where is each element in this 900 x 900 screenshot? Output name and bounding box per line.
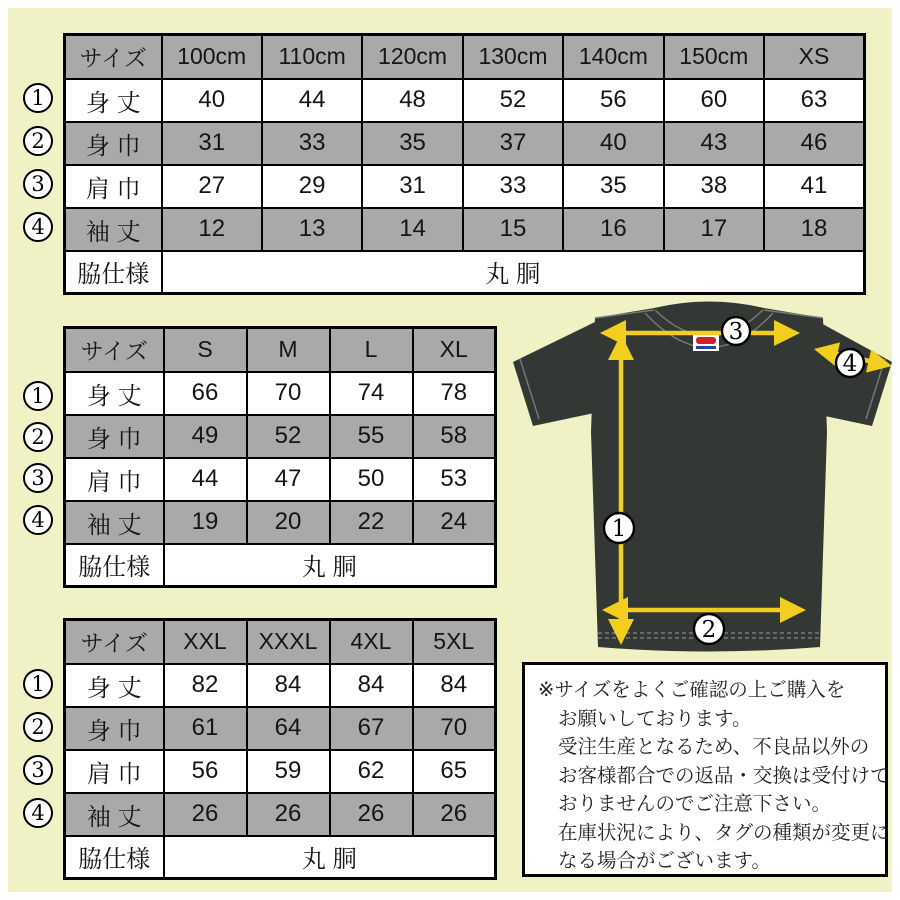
row-label: 身 丈 [65, 372, 164, 415]
cell: 14 [362, 208, 462, 251]
cell: 24 [413, 501, 496, 544]
table-row [65, 793, 496, 836]
cell: 27 [162, 165, 262, 208]
cell: 33 [463, 165, 563, 208]
cell: 150cm [664, 35, 764, 79]
left-sleeve [513, 322, 599, 426]
cell: 15 [463, 208, 563, 251]
cell: 61 [164, 707, 247, 750]
cell: 26 [330, 793, 413, 836]
footer-value: 丸 胴 [164, 544, 496, 587]
cell: 26 [247, 793, 330, 836]
tshirt-measurement-diagram [505, 300, 900, 668]
row-label: 身 巾 [65, 415, 164, 458]
cell: 40 [162, 79, 262, 122]
cell: 65 [413, 750, 496, 793]
cell: 55 [330, 415, 413, 458]
cell: 78 [413, 372, 496, 415]
marker-1-plus: 1 [23, 669, 53, 699]
cell: 84 [330, 664, 413, 707]
cell: 120cm [362, 35, 462, 79]
cell: 63 [764, 79, 864, 122]
cell: 53 [413, 458, 496, 501]
footer-value: 丸 胴 [162, 251, 865, 294]
cell: 40 [563, 122, 663, 165]
cell: 84 [247, 664, 330, 707]
table-header-row [65, 35, 865, 79]
table-row [65, 707, 496, 750]
cell: 22 [330, 501, 413, 544]
cell: 110cm [262, 35, 362, 79]
note-line: 在庫状況により、タグの種類が変更に [558, 821, 890, 844]
note-line: お願いしております。 [558, 707, 752, 730]
row-label: 身 巾 [65, 707, 164, 750]
cell: 56 [563, 79, 663, 122]
table-row [65, 664, 496, 707]
cell: 5XL [413, 620, 496, 664]
cell: 70 [247, 372, 330, 415]
cell: 44 [262, 79, 362, 122]
size-table-adult [63, 326, 497, 588]
note-line: おりませんのでご注意下さい。 [558, 793, 832, 815]
note-line: お客様都合での返品・交換は受付けて [558, 764, 890, 787]
table-row [65, 415, 496, 458]
diagram-marker-1: 1 [611, 516, 627, 542]
cell: 62 [330, 750, 413, 793]
cell: 18 [764, 208, 864, 251]
table-row [65, 458, 496, 501]
marker-1-adult: 1 [23, 381, 53, 411]
note-line: 受注生産となるため、不良品以外の [558, 736, 870, 758]
cell: XS [764, 35, 864, 79]
table-row [65, 208, 865, 251]
row-label: 脇仕様 [65, 836, 164, 879]
row-label: 脇仕様 [65, 544, 164, 587]
diagram-marker-3: 3 [728, 319, 744, 345]
cell: 26 [413, 793, 496, 836]
neck-tag-logo [696, 337, 716, 344]
cell: 19 [164, 501, 247, 544]
diagram-marker-4: 4 [842, 351, 858, 377]
table-row [65, 122, 865, 165]
cell: 12 [162, 208, 262, 251]
table-row [65, 165, 865, 208]
cell: 84 [413, 664, 496, 707]
cell: 59 [247, 750, 330, 793]
cell: 31 [162, 122, 262, 165]
cell: サイズ [65, 35, 162, 79]
row-label: 袖 丈 [65, 501, 164, 544]
cell: 58 [413, 415, 496, 458]
size-table-plus [63, 618, 497, 880]
footer-value: 丸 胴 [164, 836, 496, 879]
table-footer-row [65, 836, 496, 879]
cell: 56 [164, 750, 247, 793]
note-line: なる場合がございます。 [558, 850, 771, 872]
cell: 35 [362, 122, 462, 165]
row-label: 袖 丈 [65, 793, 164, 836]
marker-3-plus: 3 [23, 755, 53, 785]
cell: 47 [247, 458, 330, 501]
size-table-kids [63, 33, 866, 295]
cell: 41 [764, 165, 864, 208]
marker-3-adult: 3 [23, 463, 53, 493]
marker-2-adult: 2 [23, 422, 53, 452]
row-label: 脇仕様 [65, 251, 162, 294]
cell: 31 [362, 165, 462, 208]
marker-3-kids: 3 [23, 169, 53, 199]
diagram-marker-2: 2 [701, 617, 717, 643]
cell: 130cm [463, 35, 563, 79]
cell: 37 [463, 122, 563, 165]
cell: 52 [463, 79, 563, 122]
row-label: 肩 巾 [65, 458, 164, 501]
row-label: 身 巾 [65, 122, 162, 165]
cell: 29 [262, 165, 362, 208]
cell: 67 [330, 707, 413, 750]
table-footer-row [65, 251, 865, 294]
cell: 140cm [563, 35, 663, 79]
row-label: 袖 丈 [65, 208, 162, 251]
row-label: 肩 巾 [65, 750, 164, 793]
cell: XL [413, 328, 496, 372]
cell: XXL [164, 620, 247, 664]
cell: 50 [330, 458, 413, 501]
cell: 46 [764, 122, 864, 165]
marker-4-adult: 4 [23, 505, 53, 535]
cell: 16 [563, 208, 663, 251]
cell: 48 [362, 79, 462, 122]
cell: 60 [664, 79, 764, 122]
table-row [65, 750, 496, 793]
marker-4-kids: 4 [23, 212, 53, 242]
neck-tag-stripe [696, 346, 716, 349]
table-row [65, 501, 496, 544]
cell: 38 [664, 165, 764, 208]
cell: 17 [664, 208, 764, 251]
table-row [65, 79, 865, 122]
table-header-row [65, 620, 496, 664]
cell: 33 [262, 122, 362, 165]
row-label: 身 丈 [65, 664, 164, 707]
cell: 35 [563, 165, 663, 208]
cell: L [330, 328, 413, 372]
marker-2-plus: 2 [23, 712, 53, 742]
cell: サイズ [65, 328, 164, 372]
table-header-row [65, 328, 496, 372]
cell: 100cm [162, 35, 262, 79]
cell: 74 [330, 372, 413, 415]
cell: 13 [262, 208, 362, 251]
cell: 52 [247, 415, 330, 458]
purchase-note-box [522, 662, 888, 877]
table-row [65, 372, 496, 415]
marker-1-kids: 1 [23, 83, 53, 113]
table-footer-row [65, 544, 496, 587]
note-line: ※サイズをよくご確認の上ご購入を [538, 679, 846, 701]
cell: 43 [664, 122, 764, 165]
marker-2-kids: 2 [23, 126, 53, 156]
cell: 64 [247, 707, 330, 750]
cell: S [164, 328, 247, 372]
cell: M [247, 328, 330, 372]
cell: サイズ [65, 620, 164, 664]
cell: 20 [247, 501, 330, 544]
cell: 70 [413, 707, 496, 750]
row-label: 肩 巾 [65, 165, 162, 208]
cell: 66 [164, 372, 247, 415]
cell: 44 [164, 458, 247, 501]
marker-4-plus: 4 [23, 798, 53, 828]
cell: 26 [164, 793, 247, 836]
cell: 49 [164, 415, 247, 458]
cell: 4XL [330, 620, 413, 664]
cell: XXXL [247, 620, 330, 664]
row-label: 身 丈 [65, 79, 162, 122]
cell: 82 [164, 664, 247, 707]
